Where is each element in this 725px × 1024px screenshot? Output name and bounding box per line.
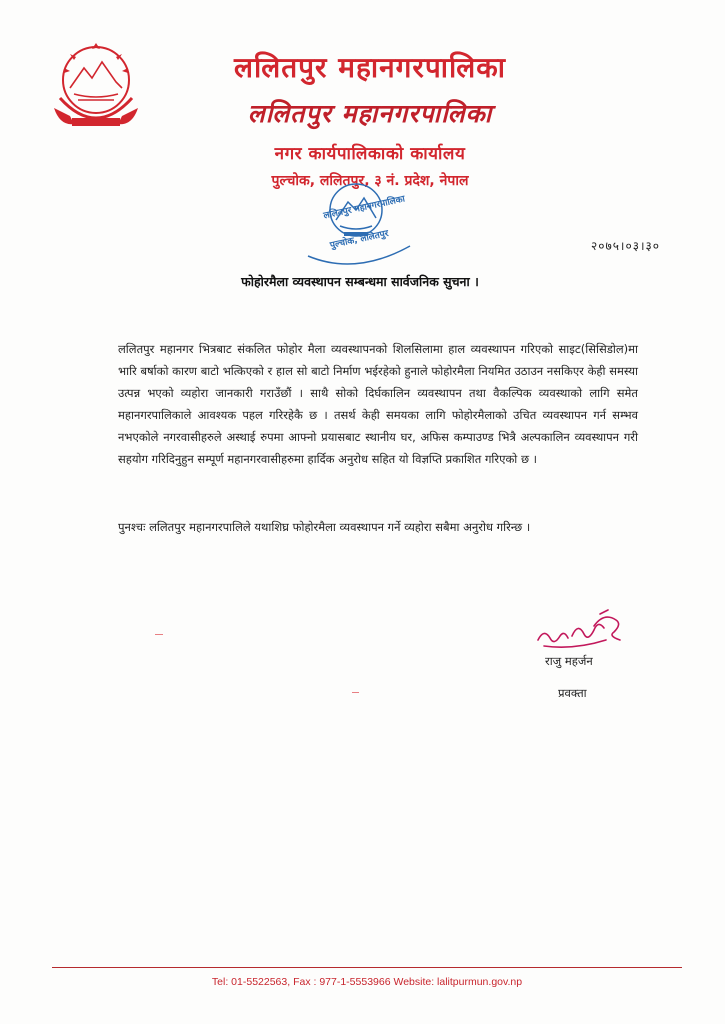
stamp-text-line1: ललितपुर महानगरपालिका <box>322 194 406 222</box>
scan-mark <box>155 634 163 635</box>
signatory-title: प्रवक्ता <box>558 686 587 700</box>
footer-divider <box>52 967 682 968</box>
office-address: पुल्चोक, ललितपुर, ३ नं. प्रदेश, नेपाल <box>271 173 469 189</box>
stamp-text-line2: पुल्चोक, ललितपुर <box>329 228 390 252</box>
signatory-name: राजु महर्जन <box>545 654 593 668</box>
organization-name: ललितपुर महानगरपालिका <box>233 51 507 84</box>
municipality-emblem-icon <box>50 38 142 134</box>
notice-paragraph-1: ललितपुर महानगर भित्रबाट संकलित फोहोर मैला व्यवस्थापनको शिलसिलामा हाल व्यवस्थापन गरिएको साइट(सिसिडोल)मा भारि बर्षाको कारण बाटो भत्किएको र हाल सो बाटो निर्माण भईरहेको हुनाले फोहोरमैला नियमित उठाउन नसकिएर केही समस्या उत्पन्न भएको व्यहोरा जानकारी गराउँछौं । साथै सोको दिर्घकालिन व्यवस्थापन तथा वैकल्पिक व्यवस्थाको लागि समेत महानगरपालिकाले आवश्यक पहल गरिरहेकै छ । तसर्थ केही समयका लागि फोहोरमैलाको उचित व्यवस्थापन गर्न सम्भव नभएकोले नगरवासीहरुले अस्थाई रुपमा आफ्नो प्रयासबाट स्थानीय घर, अफिस कम्पाउण्ड भित्रै अल्पकालिन व्यवस्थापन गरी सहयोग गरिदिनुहुन सम्पूर्ण महानगरवासीहरुमा हार्दिक अनुरोध सहित यो विज्ञप्ति प्रकाशित गरिएको छ । <box>118 342 638 466</box>
scan-mark <box>352 692 359 693</box>
footer-contact: Tel: 01-5522563, Fax : 977-1-5553966 Website: lalitpurmun.gov.np <box>211 976 523 988</box>
notice-paragraph-2: पुनश्चः ललितपुर महानगरपालिले यथाशिघ्र फोहोरमैला व्यवस्थापन गर्ने व्यहोरा सबैमा अनुरोध गरिन्छ । <box>118 520 531 534</box>
notice-subject: फोहोरमैला व्यवस्थापन सम्बन्धमा सार्वजनिक सुचना । <box>241 274 479 289</box>
office-name: नगर कार्यपालिकाको कार्यालय <box>274 144 466 164</box>
organization-name-stylized: ललितपुर महानगरपालिका <box>247 99 493 128</box>
notice-date: २०७५।०३।३० <box>590 239 660 253</box>
handwritten-signature <box>534 606 626 656</box>
